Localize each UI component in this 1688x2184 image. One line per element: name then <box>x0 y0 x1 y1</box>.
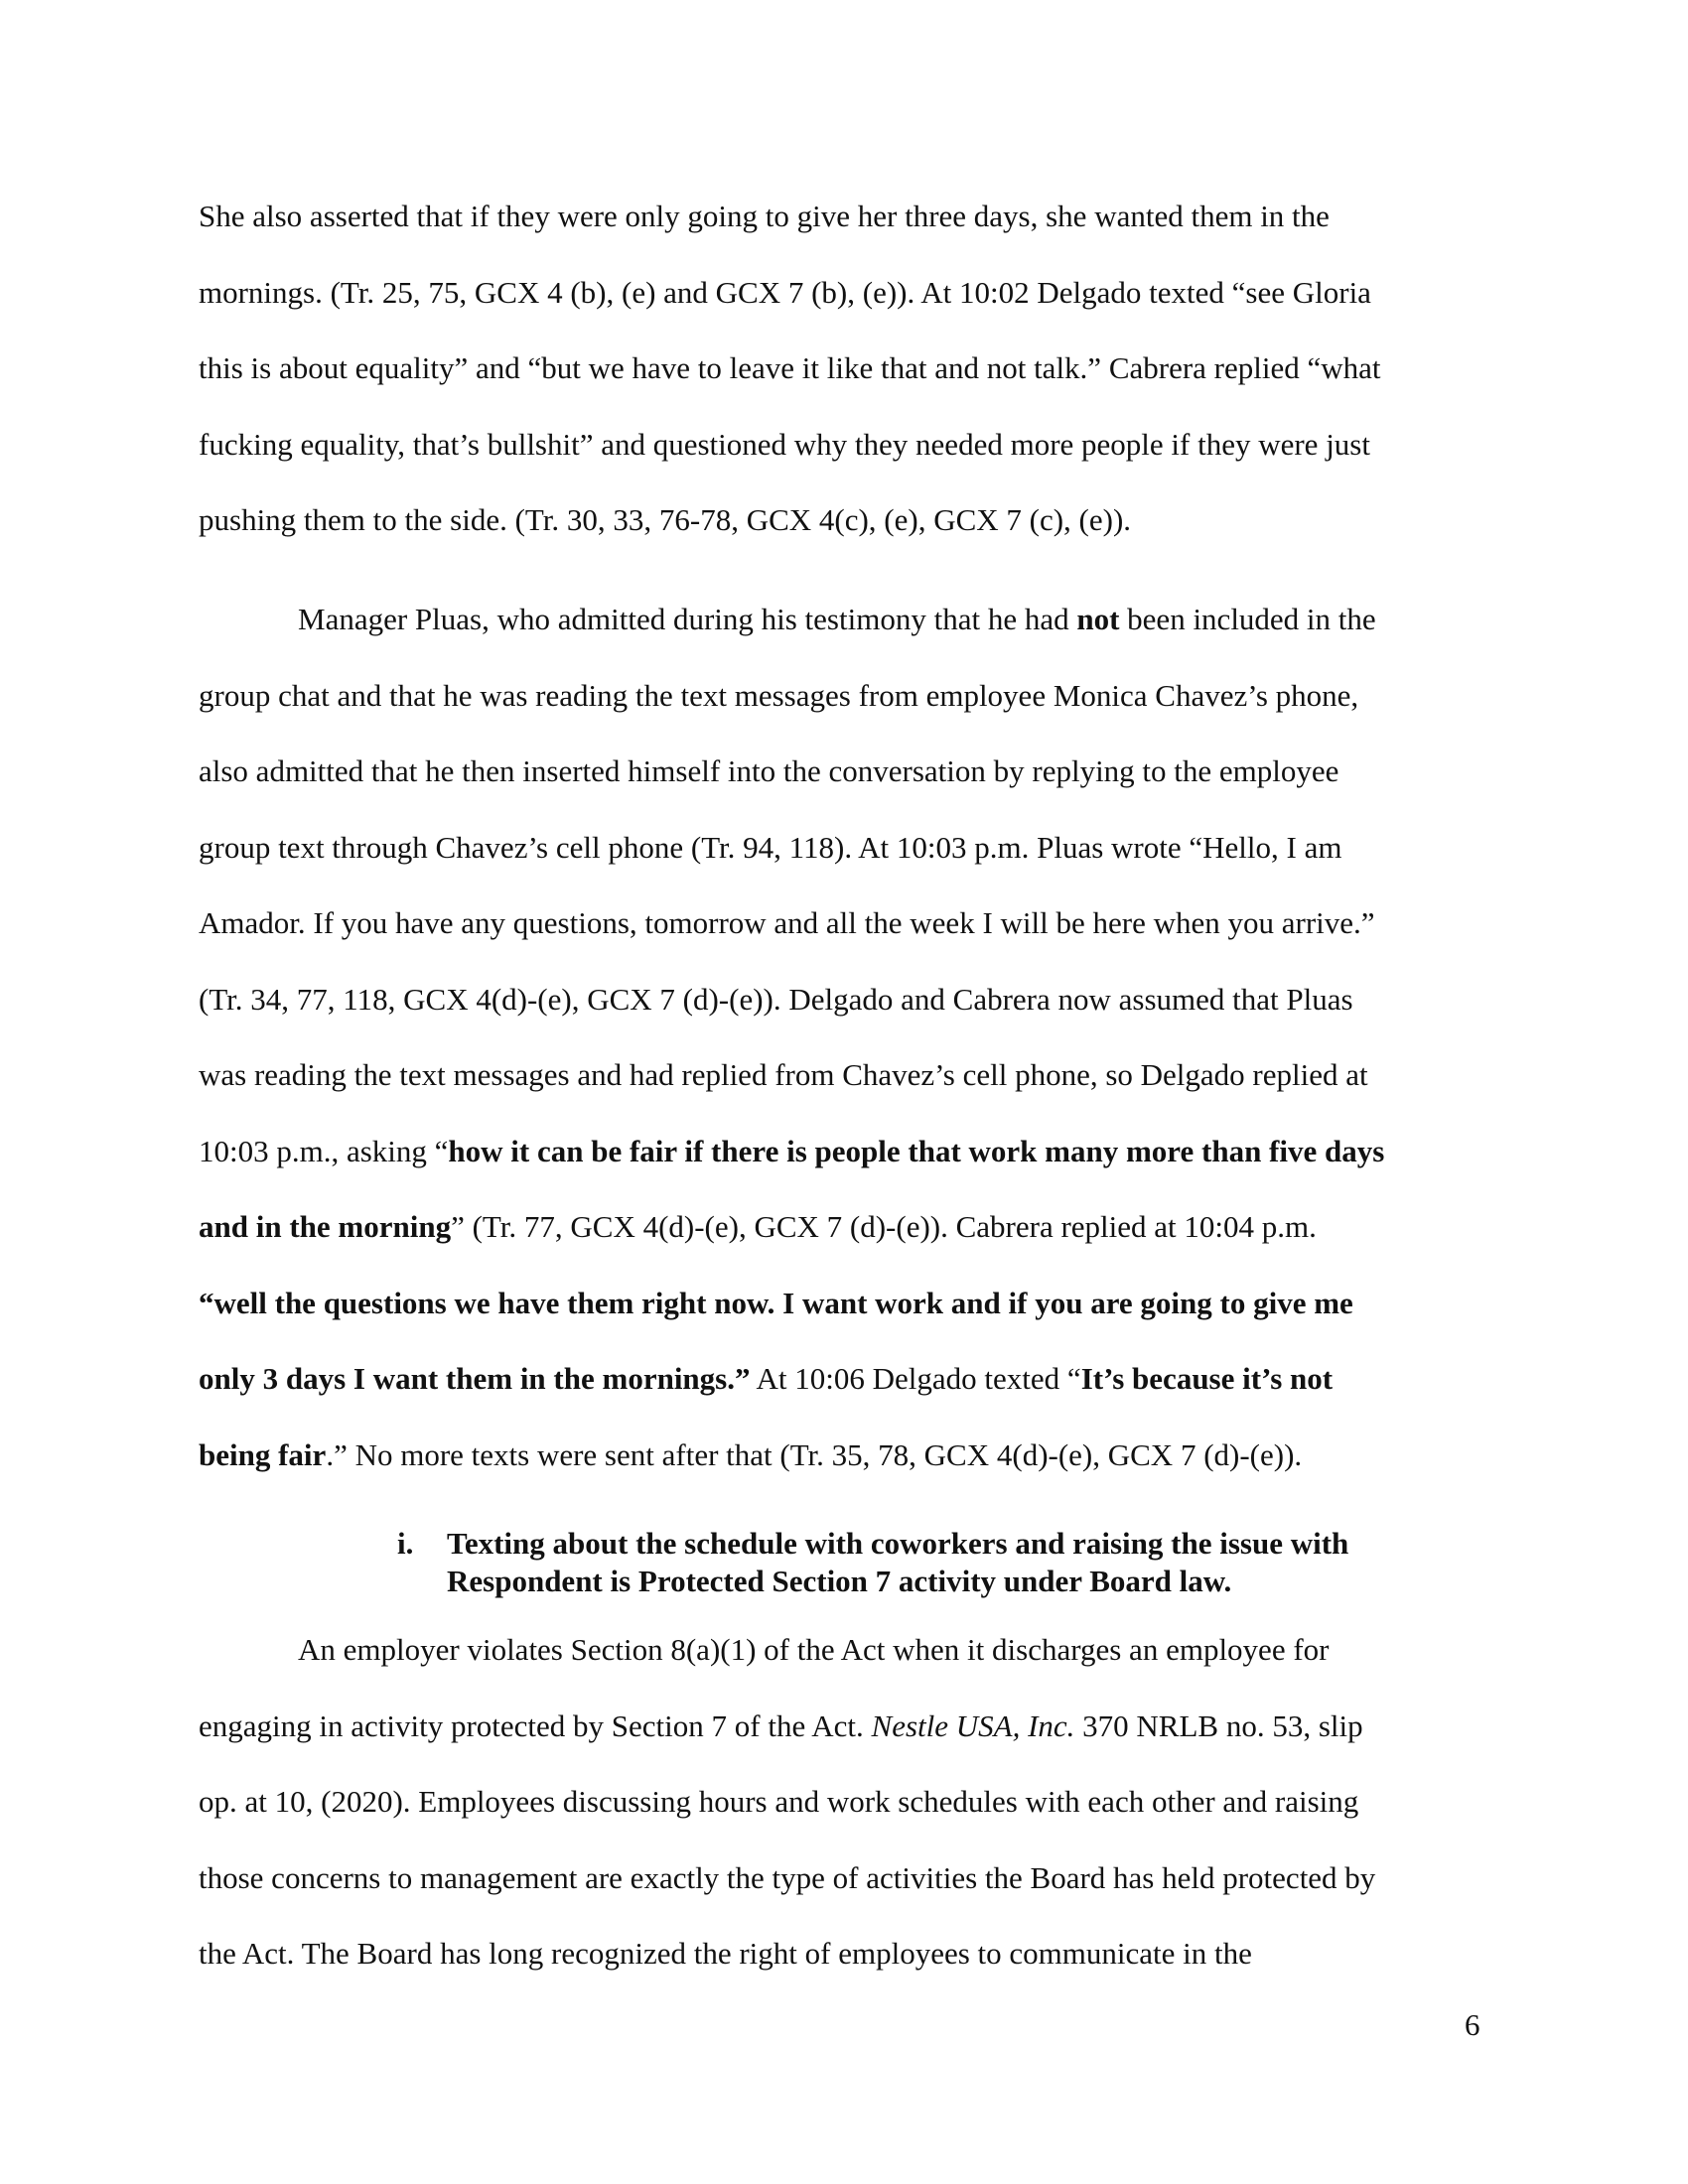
page-number: 6 <box>1465 2007 1480 2042</box>
quoted-text-bold: and in the morning <box>199 1209 452 1244</box>
quoted-text-bold: “well the questions we have them right now. I want work and if you are going to give me <box>199 1285 1353 1320</box>
text-line: (Tr. 34, 77, 118, GCX 4(d)-(e), GCX 7 (d)-(e)). Delgado and Cabrera now assumed that Pluas <box>199 981 1353 1017</box>
text-line: pushing them to the side. (Tr. 30, 33, 76-78, GCX 4(c), (e), GCX 7 (c), (e)). <box>199 502 1132 537</box>
text-line: group chat and that he was reading the text messages from employee Monica Chavez’s phone, <box>199 677 1359 713</box>
text-line: and in the morning” (Tr. 77, GCX 4(d)-(e), GCX 7 (d)-(e)). Cabrera replied at 10:04 p.m. <box>199 1209 1317 1244</box>
section-heading <box>397 1525 1450 1600</box>
emphasis-text: not <box>1076 602 1120 636</box>
text-line: being fair.” No more texts were sent after that (Tr. 35, 78, GCX 4(d)-(e), GCX 7 (d)-(e)). <box>199 1436 1303 1472</box>
text-line: mornings. (Tr. 25, 75, GCX 4 (b), (e) and GCX 7 (b), (e)). At 10:02 Delgado texted “see Gloria <box>199 274 1371 310</box>
text-line: also admitted that he then inserted himself into the conversation by replying to the employee <box>199 753 1339 788</box>
quoted-text-bold: how it can be fair if there is people that work many more than five days <box>448 1133 1385 1168</box>
text-line: was reading the text messages and had replied from Chavez’s cell phone, so Delgado replied at <box>199 1057 1368 1092</box>
case-citation: Nestle USA, Inc. <box>871 1707 1075 1743</box>
paragraph-legal-standard <box>199 1612 1489 1992</box>
text-line: Manager Pluas, who admitted during his testimony that he had not been included in the <box>298 602 1376 636</box>
heading-line: Respondent is Protected Section 7 activity under Board law. <box>447 1564 1232 1598</box>
text-line: group text through Chavez’s cell phone (Tr. 94, 118). At 10:03 p.m. Pluas wrote “Hello, I am <box>199 829 1342 865</box>
text-line: those concerns to management are exactly the type of activities the Board has held protected by <box>199 1859 1376 1895</box>
text-line: only 3 days I want them in the mornings.” At 10:06 Delgado texted “It’s because it’s not <box>199 1361 1334 1396</box>
text-line: op. at 10, (2020). Employees discussing hours and work schedules with each other and raising <box>199 1784 1359 1819</box>
text-line: fucking equality, that’s bullshit” and questioned why they needed more people if they were just <box>199 426 1370 462</box>
paragraph-continued <box>199 179 1489 559</box>
text-line: this is about equality” and “but we have to leave it like that and not talk.” Cabrera replied “what <box>199 350 1381 385</box>
heading-number: i. <box>397 1526 414 1561</box>
text-line: engaging in activity protected by Section 7 of the Act. Nestle USA, Inc. 370 NRLB no. 53, slip <box>199 1707 1363 1743</box>
text-line: 10:03 p.m., asking “how it can be fair if there is people that work many more than five days <box>199 1133 1385 1168</box>
text-line: the Act. The Board has long recognized the right of employees to communicate in the <box>199 1936 1252 1971</box>
paragraph-pluas <box>199 582 1489 1493</box>
quoted-text-bold: only 3 days I want them in the mornings.” <box>199 1361 751 1396</box>
quoted-text-bold: being fair <box>199 1436 327 1472</box>
quoted-text-bold: It’s because it’s not <box>1080 1361 1334 1396</box>
text-line <box>199 1266 1489 1342</box>
heading-line: Texting about the schedule with coworkers and raising the issue with <box>447 1526 1349 1561</box>
text-line: Amador. If you have any questions, tomorrow and all the week I will be here when you arrive.” <box>199 905 1375 940</box>
text-line: An employer violates Section 8(a)(1) of the Act when it discharges an employee for <box>298 1632 1330 1667</box>
text-line: She also asserted that if they were only going to give her three days, she wanted them in the <box>199 199 1330 233</box>
